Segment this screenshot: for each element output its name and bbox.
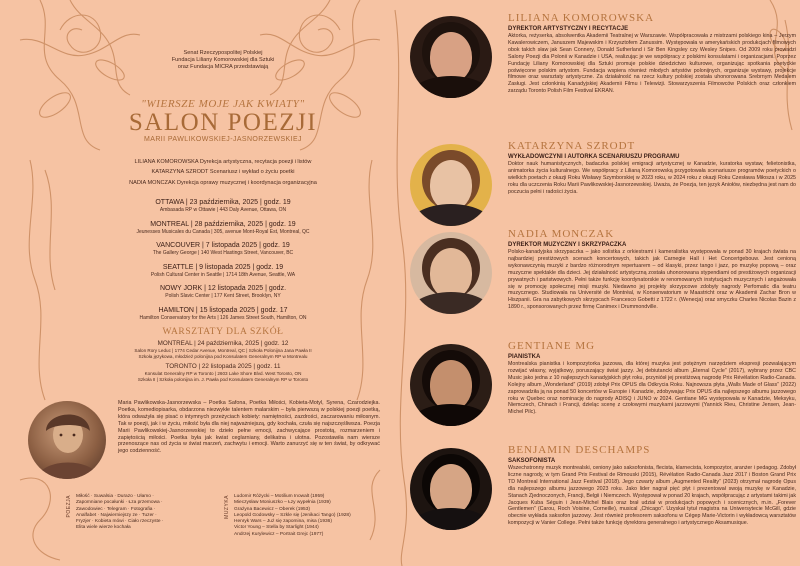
artist-name: LILIANA KOMOROWSKA [508, 12, 655, 24]
event-heading: MONTREAL | 28 października, 2025 | godz. 19 [150, 220, 296, 228]
event-item [62, 220, 384, 236]
artist-name: NADIA MONCZAK [508, 228, 615, 240]
show-quote: "WIERSZE MOJE JAK KWIATY" [141, 97, 305, 110]
event-item [62, 198, 384, 214]
workshop-line: Szkoła językowa, młodzież polonijna pod Konsulatem Generalnym RP w Montrealu [138, 353, 308, 359]
sponsor-line: oraz Fundacja MICRA przedstawiają [177, 64, 269, 71]
music-line: Henryk Wars – Już się zapomina, misa (1936) [234, 519, 332, 525]
workshop-heading: MONTREAL | 24 października, 2025 | godz. 12 [157, 340, 289, 348]
sponsor-block [62, 50, 384, 72]
artist-bio: Aktorka, reżyserka, absolwentka Akademii Teatralnej w Warszawie. Współpracowała z mistrzami polskiego kina – Jerzym Kawalerowiczem, Januszem Majewskim i Krzysztofem Zanussim. Występowała w amerykańskich produkcjach filmowych obok takich sław jak Sean Connery, Donald Sutherland i Sir Ben Kingsley czy Wesley Snipes. Od 2009 roku prowadzi Salony Poezji dla Polonii w Kanadzie i USA, realizując je we współpracy z polskimi konsulatami i organizacjami. Poprzez Fundację Liliany Komorowskiej dla Sztuki promuje polskie dziedzictwo kulturowe, organizując spotkania poetyckie poświęcone polskim artystom. Fundacja wspiera również młodych artystów polonijnych, organizuje wystawy, projekcje filmowe oraz warsztaty artystyczne. Za działalność na rzecz kultury polskiej została uhonorowana Srebrnym Medalem Zasługi. Jest członkinią Kanadyjskiej Akademii Filmu i Telewizji. Stowarzyszenia Filmowców Polskich oraz członkiem zarządu Toronto Polish Film Festival EKRAN. [508, 33, 796, 95]
artist-role: DYREKTOR ARTYSTYCZNY I RECYTACJE [508, 26, 629, 32]
music-line: Leopold Godowsky – Szkle się (Jenikaci Tango) (1928) [234, 512, 351, 518]
artist-bio: Montrealska pianistka i kompozytorka jazzowa, dla której muzyka jest potężnym narzędziem ekspresji pozwalającym rozwijać własny, wyjątkowy, poruszający świat jazzy. Jej debiutancki album „Eternal Cycle” (2017), wybrany przez CBC Music jako jedna z 10 najlepszych kanadyjskich płyt roku, przyniósł jej prestiżową nagrodę Prix Révélation Radio-Canada. Kolejny album „Wonderland” (2019) zdobył Prix OPUS dla Odkrycia Roku. Najnowsza płyta „Walls Made of Glass” (2022) zaprowadziła ją na ponad 50 koncertów w Europie i Kanadzie, zdobywając Prix OPUS dla najlepszego albumu jazzowego roku w Quebec oraz nominację do nagrody ADISQ i JUNO w 2024. Gentiane MG występowała w Kanadzie, Meksyku, Niemczech, Chinach i Francji, dzieląc scenę z czołowymi muzykami jazzowymi (Yannick Rieu, Christine Jensen, Jean-Michel Pilc). [508, 361, 796, 416]
event-item [62, 263, 384, 279]
credit-line: NADIA MONCZAK Dyrekcja oprawy muzycznej i koordynacja organizacyjna [129, 179, 317, 186]
poetry-line: Miłość · Suwalsia · Durazo · Ułamo · [76, 494, 154, 499]
artist-bio: Polsko-kanadyjska skrzypaczka – jako solistka z orkiestrami i kameralistka występowała w ponad 30 krajach świata na najbardziej prestiżowych scenach koncertowych, takich jak Carnegie Hall i Het Concertgebouw. Jest cenioną wykonawczynią muzyki z bardzo różnorodnym repertuarem – od klasyki, przez tango i jazz, po muzykę popową – oraz muzyczne spektakle dla dzieci. Jej działalność artystyczną została uhonorowana stypendiami od prestiżowych organizacji prywatnych i państwowych. Pełni także funkcję koordynatorskie w renomowanych instytucjach muzycznych i angażowała się w promocję społecznej misji muzyki. Niedawno jej projekty skrzypcowe zdobyły nagrody Perfomatic dla teatru muzycznego. Studiowała na Université de Montréal, w Konserwatorium w Maastricht oraz w Akademii Zachar Bron w Hiszpanii. Gra na zabytkowych skrzypcach Francesco Gobetti z 1722 r. (Wenecja) oraz smyczku Charles Nicolas Bazin z 1890 r., sponsorowanych przez firmę Canimex i Drummondville. [508, 249, 796, 311]
artist-text [508, 340, 796, 416]
artist-bio: Wszechstronny muzyk montrealski, ceniony jako saksofonista, flecista, klarnecista, kompozytor, aranżer i pedagog. Zdobył liczne nagrody, w tym Grand Prix Festival de Rimouski (2015), Révélation Radio-Canada Jazz 2017 i Boston Grand Prix TD Montreal International Jazz Festival (2018). Jego czwarty album „Augmented Reality” (2023) otrzymał nagrodę Opus dla najlepszego albumu jazzowego 2023 roku. Jako lider nagrał pięć płyt i prezentował swoją muzykę w Kanadzie, Stanach Zjednoczonych, Francji, Belgii i Niemczech. Występował w ponad 20 krajach, współpracując z artystami takimi jak Jacques Kuba Séguin i Jean-Michel Blais oraz brał udział w produkcjach popowych i scenicznych, m.in. „Forever Gentlemen” (Carou, Roch Voisine, Corneille), musical „Chicago”. Uzyskał tytuł magistra na Uniwersytecie McGill, gdzie obecnie wykłada saksofon jazzowy. Jest również profesorem saksofonu w Cégep Marie-Victorin i wykładowcą warsztatów kompozycji w Vanier College. Pełni także funkcję dyrektora generalnego i artystycznego Aksamusique. [508, 465, 796, 527]
artist-text [508, 228, 796, 311]
credits-block [62, 157, 384, 189]
artist-text [508, 12, 796, 95]
poetry-line: Elita wiele wierze kochała [76, 525, 131, 531]
event-heading: HAMILTON | 15 listopada 2025 | godz. 17 [158, 306, 288, 314]
music-line: Victor Young – Stella by Starlight (1944) [234, 525, 319, 531]
poetry-label: POEZJA [66, 495, 72, 518]
artist-role: WYKŁADOWCZYNI I AUTORKA SCENARIUSZU PROGRAMU [508, 154, 680, 160]
artist-role: SAKSOFONISTA [508, 458, 556, 464]
workshop-item [62, 340, 384, 360]
artist-name: KATARZYNA SZRODT [508, 140, 636, 152]
music-line: Grażyna Bacewicz – Oberek (1953) [234, 506, 310, 512]
event-address: Hamilton Conservatory for the Arts | 126 James Street South, Hamilton, ON [139, 314, 307, 321]
workshop-heading: TORONTO | 22 listopada 2025 | godz. 11 [165, 362, 281, 370]
artist-name: GENTIANE MG [508, 340, 596, 352]
show-subtitle: MARII PAWLIKOWSKIEJ-JASNORZEWSKIEJ [144, 135, 302, 143]
artist-name: BENJAMIN DESCHAMPS [508, 444, 651, 456]
event-item [62, 284, 384, 300]
music-list [234, 494, 384, 538]
artist-role: PIANISTKA [508, 354, 541, 360]
event-heading: VANCOUVER | 7 listopada 2025 | godz. 19 [156, 242, 290, 250]
artist-bio: Doktor nauk humanistycznych, badaczka polskiej emigracji artystycznej w Kanadzie, kuratorka wystaw, felietonistka, animatorka życia kulturalnego. We współpracy z Lilianą Komorowską przygotowała scenariusze programów poetyckich o wielkich poetach z okazji Roku Wisławy Szymborskiej w 2023 roku, w 2024 roku z okazji Roku Czesława Miłosza i w 2025 roku dla uczczenia Roku Marii Pawlikowskiej-Jasnorzewskiej. Uważa, że Poezja, ten język Aniołów, niezbędna jest nam do poczucia pełni i radości życia. [508, 161, 796, 195]
event-address: Jeunesses Musicales du Canada | 305, avenue Mont-Royal Est, Montreal, QC [136, 228, 310, 235]
music-line: Andrzej Kurylewicz – Portrait Grejc (1977) [234, 531, 324, 537]
sponsor-line: Fundacja Liliany Komorowskiej dla Sztuki [171, 57, 275, 64]
music-line: Mieczysław Moniuszko – Łzy wypełnia (1939) [234, 500, 331, 506]
workshop-line: Szkoła II | Szkoła polonijna im. J. Pawła pod Konsulatem Generalnym RP w Toronto [137, 376, 309, 382]
sponsor-line: Senat Rzeczypospolitej Polskiej [183, 50, 263, 56]
event-heading: NOWY JORK | 12 listopada 2025 | godz. [159, 285, 287, 293]
poetry-list [76, 494, 216, 532]
artist-role: DYREKTOR MUZYCZNY I SKRZYPACZKA [508, 242, 627, 248]
event-address: Polish Cultural Center in Seattle | 1714 18th Avenue, Seattle, WA [150, 271, 296, 278]
poetry-line: Zapomniane pocałunki · Łza przemowa · [76, 500, 163, 506]
artist-portrait [410, 344, 492, 426]
poetry-line: Fryzjer · Kobieta mówi · Ciało rzeczyste · [76, 519, 164, 525]
music-label: MUZYKA [224, 495, 230, 519]
poet-portrait-image [28, 401, 106, 479]
event-item [62, 306, 384, 322]
artist-text [508, 140, 796, 196]
artist-portrait [410, 448, 492, 530]
workshop-item [62, 363, 384, 383]
event-heading: OTTAWA | 23 października, 2025 | godz. 19 [155, 199, 291, 207]
credit-line: KATARZYNA SZRODT Scenariusz i wykład o życiu poetki [151, 169, 295, 176]
workshop-line: Salon Rory Leduc | 1774 Cedar Avenue, Montreal, QC | Szkoła Polonijna Jana Pawła II [134, 348, 312, 354]
event-address: Polish Slavic Center | 177 Kent Street, Brooklyn, NY [165, 293, 281, 300]
events-list [62, 198, 384, 321]
program-column [62, 50, 384, 382]
event-item [62, 241, 384, 257]
workshops-title: WARSZTATY DLA SZKÓŁ [162, 327, 284, 338]
artist-portrait [410, 232, 492, 314]
poet-portrait [28, 401, 106, 479]
artist-portrait [410, 16, 492, 98]
event-address: The Gallery George | 140 West Hastings Street, Vancouver, BC [152, 250, 294, 257]
event-address: Ambasada RP w Ottawie | 443 Daly Avenue, Ottawa, ON [159, 207, 287, 214]
poet-bio: Maria Pawlikowska-Jasnorzewska – Poetka Safona, Poetka Miłości, Kobieta-Motyl, Syrena, Czarodziejka. Poetka, komediopisarka, obdarzona niezwykłe talentem malarskim – była pierwszą w polskiej poezji poetką, która odważyła się pisać o intymnych przeżyciach kobiety: namiętności, zazdrości, zaczarowaniu miłosnym. Tak w poezji, jak i w życiu, miłość była dla niej najważniejszą, gdy kochała, czuła się najszczęśliwsza. Poezja Marii Pawlikowskiej-Jasnorzewskiej to dzieło pełne emocji, zachwycające prostotą, rozmarzeniem i zapiętością miłości. Poetka była jak kwiat ceglarniany, delikatna i ulotna. Pozostawiła nam wiersze przenoszące nas od życia w świat marzeń, zachwytu i emocji. Warto zanurzyć się w ten świat, by odkrywać jego codzienność. [118, 400, 380, 455]
music-line: Ludomir Różycki – Motilium Inowalt (1959) [234, 494, 325, 499]
workshop-line: Konsulat Generalny RP w Toronto | 2603 Lake Shore Blvd. West Toronto, ON [144, 370, 302, 376]
artist-portrait [410, 144, 492, 226]
show-title: SALON POEZJI [128, 108, 318, 136]
credit-line: LILIANA KOMOROWSKA Dyrekcja artystyczna, recytacja poezji i listów [134, 158, 312, 165]
poetry-line: Analfabet · Najwierniejszy ze · Tuzer · [76, 512, 157, 518]
event-heading: SEATTLE | 9 listopada 2025 | godz. 19 [162, 263, 284, 271]
artist-text [508, 444, 796, 527]
poetry-line: Zawodowiec · Telegram · Fotografia · [76, 506, 156, 512]
